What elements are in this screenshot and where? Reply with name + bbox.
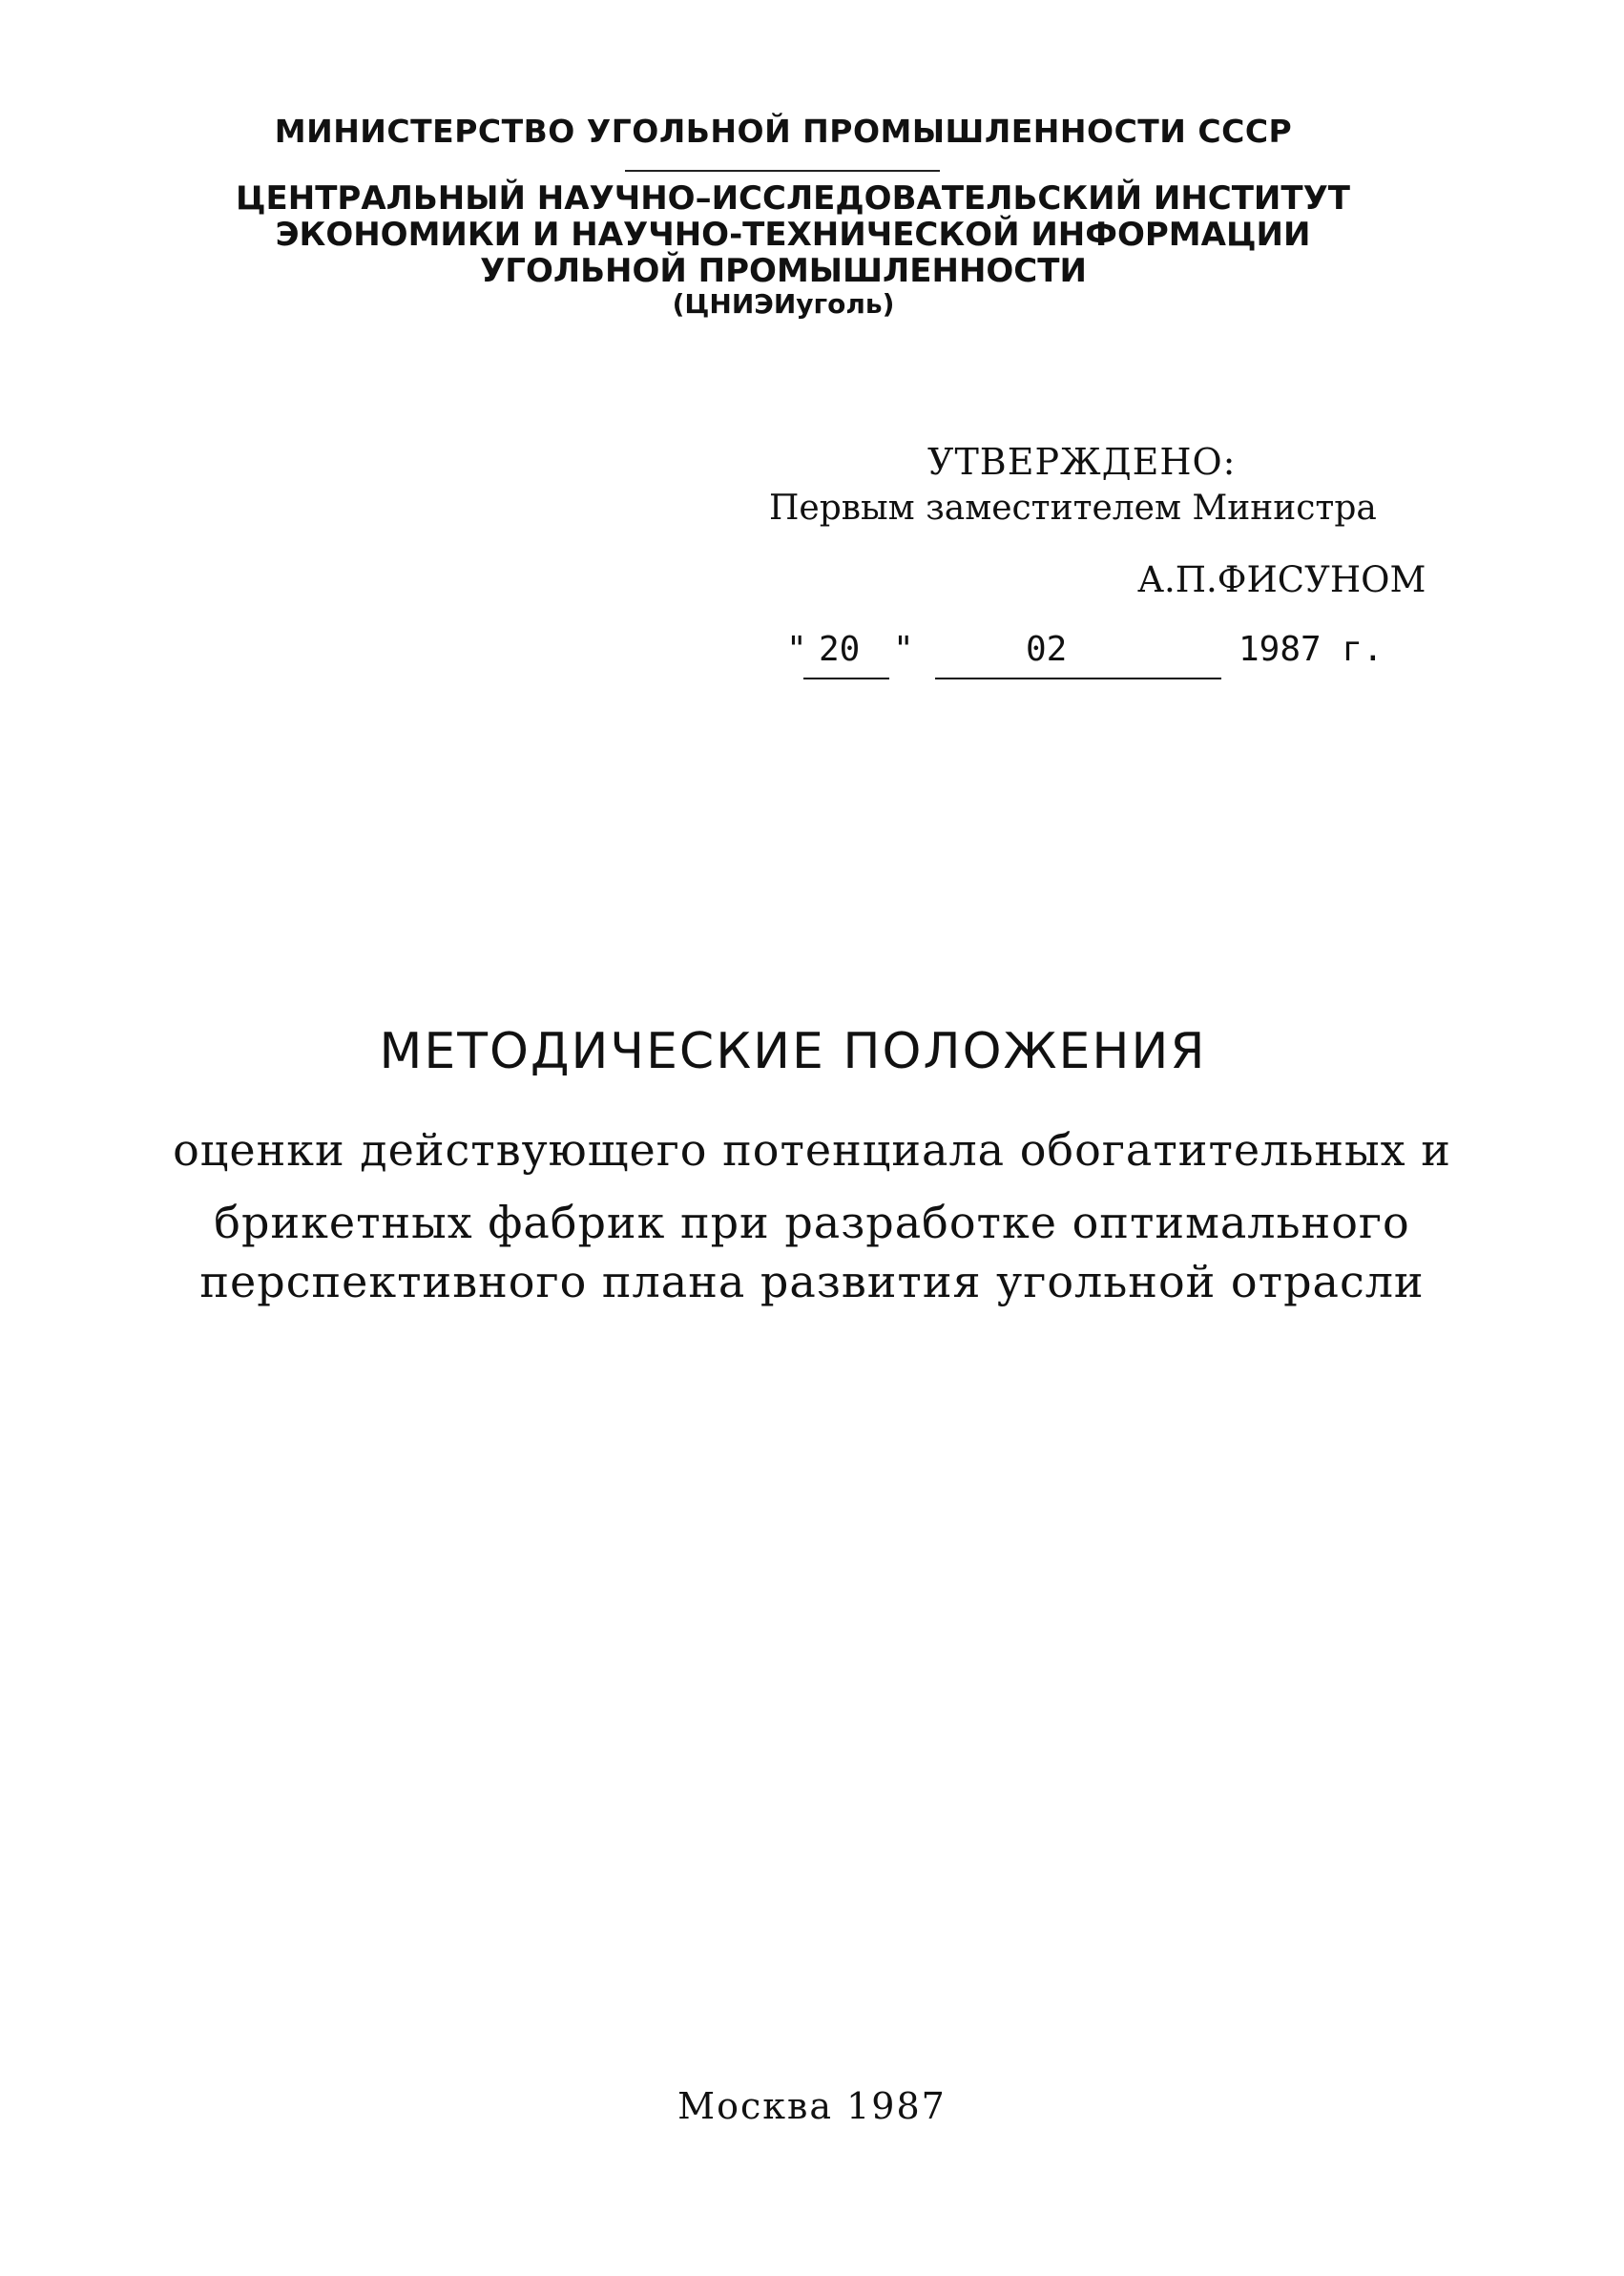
document-subtitle-line-2: брикетных фабрик при разработке оптимального <box>214 1197 1410 1248</box>
document-subtitle-line-1: оценки действующего потенциала обогатительных и <box>173 1124 1451 1176</box>
institute-name-line-1: ЦЕНТРАЛЬНЫЙ НАУЧНО–ИССЛЕДОВАТЕЛЬСКИЙ ИНСТИТУТ <box>235 179 1350 218</box>
publication-place-year: Москва 1987 <box>677 2085 947 2127</box>
document-title: МЕТОДИЧЕСКИЕ ПОЛОЖЕНИЯ <box>379 1023 1207 1080</box>
approval-authority: Первым заместителем Министра <box>769 489 1377 528</box>
document-subtitle-line-3: перспективного плана развития угольной отрасли <box>199 1256 1425 1307</box>
approval-label: УТВЕРЖДЕНО: <box>927 441 1237 483</box>
date-day: 20 <box>819 630 861 669</box>
date-day-underline <box>803 678 889 679</box>
approval-date <box>782 630 1412 687</box>
approver-name: А.П.ФИСУНОМ <box>1137 559 1426 600</box>
institute-name-line-3: УГОЛЬНОЙ ПРОМЫШЛЕННОСТИ <box>480 252 1087 290</box>
date-month-underline <box>935 678 1221 679</box>
ministry-name: МИНИСТЕРСТВО УГОЛЬНОЙ ПРОМЫШЛЕННОСТИ СССР <box>274 113 1293 150</box>
date-quote-open: " <box>786 630 807 669</box>
date-year: 1987 г. <box>1239 630 1384 669</box>
institute-name-line-2: ЭКОНОМИКИ И НАУЧНО-ТЕХНИЧЕСКОЙ ИНФОРМАЦИИ <box>275 216 1311 254</box>
institute-abbreviation: (ЦНИЭИуголь) <box>672 288 895 320</box>
header-divider <box>625 170 940 172</box>
date-quote-close: " <box>893 630 914 669</box>
date-month: 02 <box>1026 630 1068 669</box>
